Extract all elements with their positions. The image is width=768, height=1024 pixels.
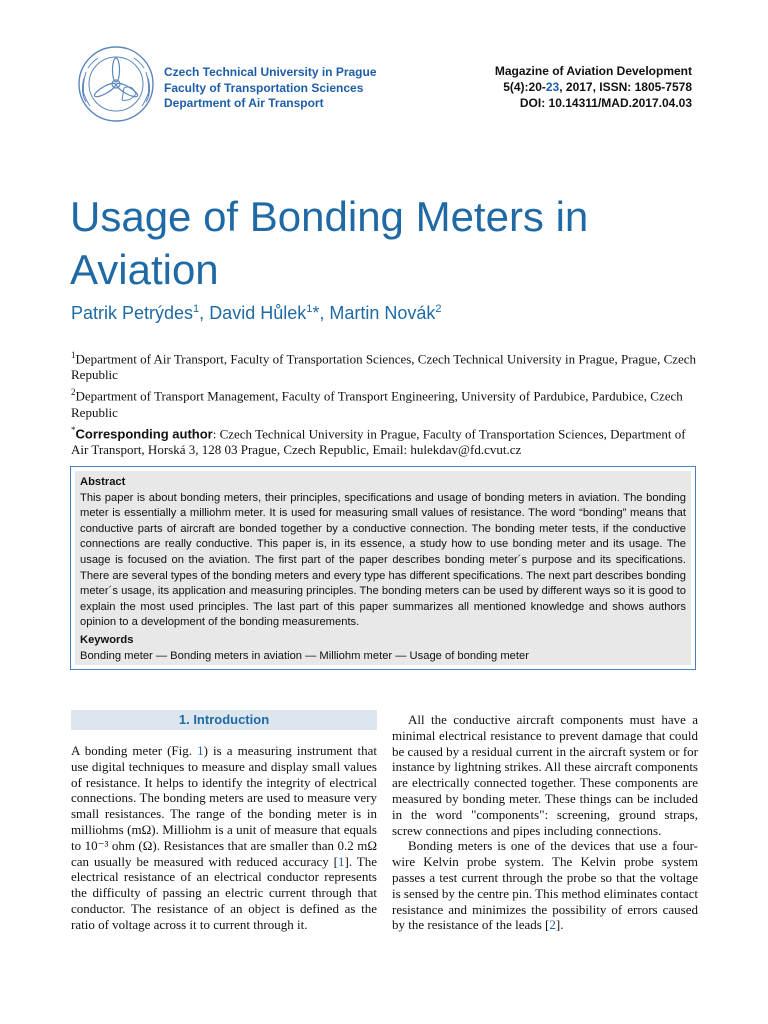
abstract-box [70,466,696,670]
keywords-heading: Keywords [80,633,134,646]
journal-issue: 5(4):20-23, 2017, ISSN: 1805-7578 [503,80,692,94]
institution-block [164,65,377,112]
author-affil-mark: 1 [193,303,200,315]
paper-title: Usage of Bonding Meters in Aviation [70,193,589,293]
page-header [72,44,696,124]
author-name: David Hůlek [209,303,307,323]
corresponding-author: *Corresponding author: Czech Technical University in Prague, Faculty of Transportation Sciences, Department of Air Transport, Horská 3, 128 03 Prague, Czech Republic, Email: hulekdav@fd.cvut.cz [71,424,686,457]
section-heading-introduction [71,710,377,730]
section-number: 1. [178,712,190,727]
journal-name: Magazine of Aviation Development [494,64,692,78]
author-name: Patrik Petrýdes [71,303,194,323]
keywords-text: Bonding meter — Bonding meters in aviation — Milliohm meter — Usage of bonding meter [80,649,529,662]
affiliations [71,347,699,459]
corresponding-mark: * [312,303,320,323]
body-paragraph: All the conductive aircraft components must have a minimal electrical resistance to prevent damage that could be caused by a residual current in the aircraft system or for instance by lightning strikes. All these aircraft components are electrically connected together. These components are measured by bonding meter. These things can be included in the word "components": screening, ground straps, screw connections and pipes including connections. [392,712,698,838]
citation-link[interactable]: 1 [338,853,345,869]
section-title: Introduction [193,712,270,727]
author-affil-mark: 2 [435,303,442,315]
author-affil-mark: 1 [306,303,313,315]
abstract-content [75,471,691,665]
abstract-heading: Abstract [80,476,126,488]
journal-info [495,63,692,111]
body-paragraph: Bonding meters is one of the devices that use a four-wire Kelvin probe system. The Kelvin probe system passes a test current through the probe so that the voltage is sensed by the centre pin. This method eliminates contact resistance and minimizes the possibility of errors caused by the resistance of the leads [2]. [392,838,698,933]
abstract-text: This paper is about bonding meters, their principles, specifications and usage of bonding meters in aviation. The bonding meter is essentially a milliohm meter. It is used for measuring small values of resistance. The word “bonding” means that conductive parts of aircraft are bonded together by a conductive connection. The bonding meter tests, if the conductive connections are really conductive. This paper is, in its essence, a study how to use bonding meter and its usage. The usage is focused on the aviation. The first part of the paper describes bonding meter´s purpose and its specifications. There are several types of the bonding meters and every type has different specifications. The next part describes bonding meter´s usage, its application and measuring principles. The bonding meters can be used by different ways so it is good to explain the most used principles. The last part of this paper summarizes all mentioned knowledge and shows authors opinion to a development of the bonding measurements. [80,491,686,629]
body-paragraph: A bonding meter (Fig. 1) is a measuring instrument that use digital techniques to measure and display small values of resistance. It helps to identify the integrity of electrical connections. The bonding meters are used to measure very small resistances. The range of the bonding meter is in milliohms (mΩ). Milliohm is a unit of measure that equals to 10⁻³ ohm (Ω). Resistances that are smaller than 0.2 mΩ can usually be measured with reduced accuracy [1]. The electrical resistance of an electrical conductor represents the difficulty of passing an electric current through that conductor. The resistance of an object is defined as the ratio of voltage across it to current through it. [71,743,378,932]
author-list: Patrik Petrýdes$^1$, David Hůlek$^1$*, Martin Novák$^2$ [71,303,442,323]
author-name: Martin Novák [329,303,436,323]
affiliation-item: $^1$Department of Air Transport, Faculty of Transportation Sciences, Czech Technical University in Prague, Prague, Czech Republic [71,350,697,383]
institution-line: Department of Air Transport [164,96,324,110]
institution-line: Faculty of Transportation Sciences [164,80,364,95]
citation-link[interactable]: 2 [549,917,556,933]
journal-doi: DOI: 10.14311/MAD.2017.04.03 [519,96,692,110]
figure-reference-link[interactable]: 1 [197,743,204,758]
body-column-right [392,712,698,933]
last-page-link[interactable]: 23 [545,80,560,94]
university-seal-icon [72,44,160,124]
institution-line: Czech Technical University in Prague [164,65,377,79]
body-column-left [71,743,377,933]
affiliation-item: $^2$Department of Transport Management, Faculty of Transport Engineering, University of Pardubice, Pardubice, Czech Republic [71,387,683,420]
